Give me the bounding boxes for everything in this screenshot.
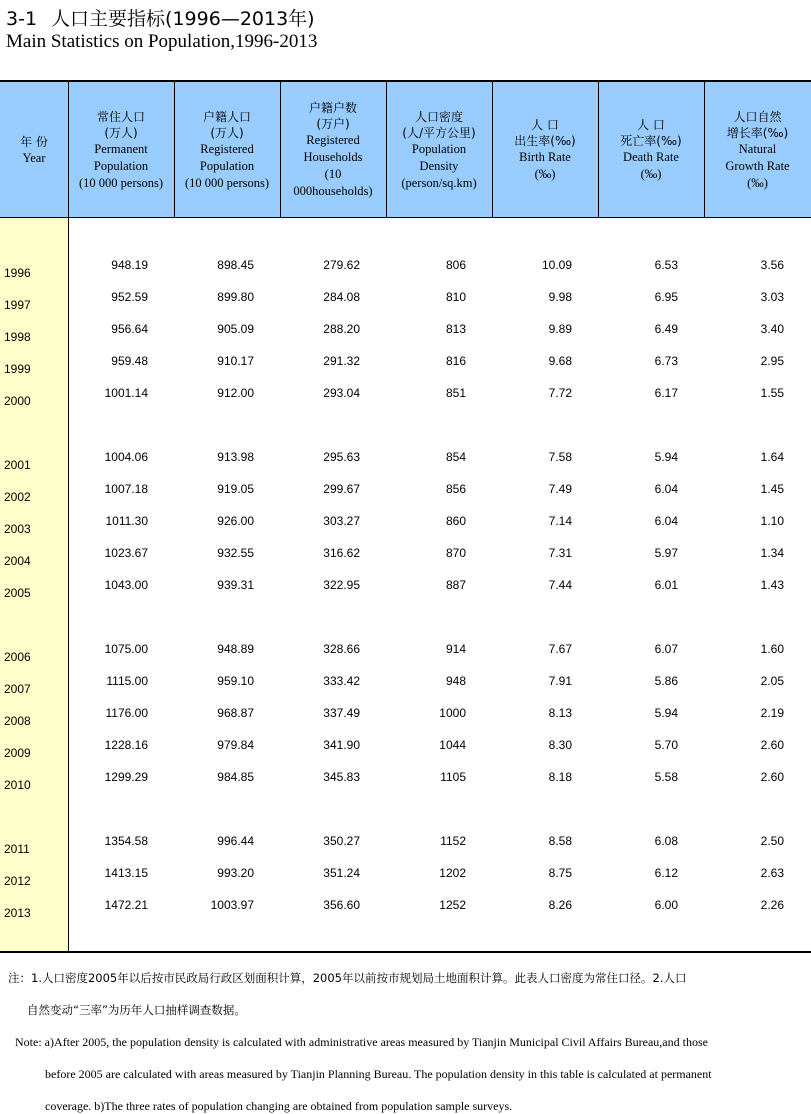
value-cell: 1011.30 xyxy=(105,514,148,528)
value-cell: 5.58 xyxy=(654,770,678,784)
value-cell: 7.91 xyxy=(548,674,572,688)
table-row xyxy=(0,290,811,310)
header-cn-text: 户籍户数 xyxy=(308,101,357,115)
year-cell: 2006 xyxy=(4,650,31,664)
header-en-text: Registered xyxy=(306,133,360,147)
value-cell: 288.20 xyxy=(323,322,360,336)
value-cell: 8.75 xyxy=(548,866,572,880)
value-cell: 7.31 xyxy=(548,546,572,560)
header-en-text: Year xyxy=(22,150,46,165)
year-cell: 2013 xyxy=(4,906,31,920)
value-cell: 7.44 xyxy=(548,578,572,592)
header-en-text: Population xyxy=(199,158,255,173)
header-cell xyxy=(68,82,174,218)
year-cell: 2011 xyxy=(4,842,30,856)
header-en-text: (10 000 persons) xyxy=(78,175,163,190)
header-cn-text: 死亡率(‰) xyxy=(620,134,682,148)
value-cell: 3.40 xyxy=(760,322,784,336)
table-number: 3-1 xyxy=(6,8,38,30)
value-cell: 6.95 xyxy=(654,290,678,304)
header-cn-text: (万人) xyxy=(210,125,244,140)
header-cn-text: 人口自然 xyxy=(733,109,782,124)
header-cell xyxy=(704,82,811,218)
value-cell: 5.97 xyxy=(654,546,678,560)
value-cell: 322.95 xyxy=(323,578,360,592)
value-cell: 1.34 xyxy=(760,546,784,560)
value-cell: 341.90 xyxy=(323,738,360,752)
value-cell: 1001.14 xyxy=(104,386,148,400)
header-cn-text: 人口密度 xyxy=(414,109,463,124)
value-cell: 279.62 xyxy=(323,258,360,272)
value-cell: 959.48 xyxy=(111,354,148,368)
header-en-text: (‰) xyxy=(640,167,662,181)
value-cell: 1202 xyxy=(439,866,466,880)
value-cell: 979.84 xyxy=(217,738,254,752)
value-cell: 5.86 xyxy=(654,674,678,688)
value-cell: 1252 xyxy=(439,898,466,912)
value-cell: 1472.21 xyxy=(104,898,148,912)
value-cell: 7.49 xyxy=(548,482,572,496)
year-cell: 2007 xyxy=(4,682,31,696)
value-cell: 284.08 xyxy=(323,290,360,304)
value-cell: 948 xyxy=(445,674,466,688)
table-row xyxy=(0,482,811,502)
table-row xyxy=(0,642,811,662)
header-en-text: (10 xyxy=(324,167,342,181)
year-cell: 2005 xyxy=(4,586,31,600)
value-cell: 1043.00 xyxy=(104,578,148,592)
value-cell: 919.05 xyxy=(217,482,254,496)
value-cell: 6.01 xyxy=(654,578,678,592)
value-cell: 926.00 xyxy=(217,514,254,528)
value-cell: 952.59 xyxy=(111,290,148,304)
year-cell: 2004 xyxy=(4,554,31,568)
value-cell: 984.85 xyxy=(217,770,254,784)
year-cell: 2002 xyxy=(4,490,31,504)
value-cell: 914 xyxy=(445,642,466,656)
value-cell: 1.55 xyxy=(760,386,784,400)
value-cell: 1.60 xyxy=(760,642,784,656)
table-row xyxy=(0,322,811,342)
value-cell: 9.98 xyxy=(548,290,572,304)
value-cell: 1.45 xyxy=(760,482,784,496)
header-en-text: Birth Rate xyxy=(519,150,571,164)
year-cell: 1999 xyxy=(4,362,31,376)
value-cell: 1413.15 xyxy=(104,866,148,880)
value-cell: 2.95 xyxy=(760,354,784,368)
table-row xyxy=(0,386,811,406)
value-cell: 968.87 xyxy=(217,706,254,720)
value-cell: 816 xyxy=(445,354,466,368)
value-cell: 5.94 xyxy=(654,450,678,464)
value-cell: 2.60 xyxy=(760,770,784,784)
value-cell: 851 xyxy=(445,386,466,400)
table-title-chinese xyxy=(6,4,315,31)
table-row xyxy=(0,706,811,726)
year-cell: 1996 xyxy=(4,266,31,280)
value-cell: 2.05 xyxy=(760,674,784,688)
header-cn-text: 出生率(‰) xyxy=(514,134,576,148)
value-cell: 1.10 xyxy=(760,514,784,528)
value-cell: 1152 xyxy=(440,834,466,848)
header-cn-text: 增长率(‰) xyxy=(726,125,789,140)
value-cell: 898.45 xyxy=(217,258,254,272)
value-cell: 996.44 xyxy=(217,834,254,848)
value-cell: 2.26 xyxy=(760,898,784,912)
header-en-text: (10 000 persons) xyxy=(184,175,269,190)
value-cell: 7.58 xyxy=(548,450,572,464)
value-cell: 810 xyxy=(445,290,466,304)
value-cell: 1003.97 xyxy=(210,898,254,912)
header-en-text: Growth Rate xyxy=(725,158,790,173)
value-cell: 1000 xyxy=(439,706,466,720)
value-cell: 295.63 xyxy=(323,450,360,464)
header-en-text: Natural xyxy=(738,141,777,156)
value-cell: 333.42 xyxy=(323,674,360,688)
value-cell: 8.30 xyxy=(548,738,572,752)
year-cell: 1997 xyxy=(4,298,31,312)
value-cell: 6.73 xyxy=(654,354,678,368)
value-cell: 1105 xyxy=(440,770,466,784)
header-cn-text: 常住人口 xyxy=(96,109,145,124)
value-cell: 932.55 xyxy=(217,546,254,560)
value-cell: 6.07 xyxy=(654,642,678,656)
year-cell: 2009 xyxy=(4,746,31,760)
table-row xyxy=(0,898,811,918)
value-cell: 1115.00 xyxy=(106,674,148,688)
value-cell: 6.49 xyxy=(654,322,678,336)
value-cell: 5.94 xyxy=(654,706,678,720)
value-cell: 1044 xyxy=(439,738,466,752)
value-cell: 2.60 xyxy=(760,738,784,752)
value-cell: 3.56 xyxy=(760,258,784,272)
header-en-text: Permanent xyxy=(94,141,148,156)
table-row xyxy=(0,514,811,534)
header-cn-text: (人/平方公里) xyxy=(402,125,476,140)
value-cell: 7.14 xyxy=(548,514,572,528)
header-cn-text: 年 份 xyxy=(20,134,48,149)
value-cell: 6.08 xyxy=(654,834,678,848)
table-row xyxy=(0,258,811,278)
value-cell: 291.32 xyxy=(323,354,360,368)
table-row xyxy=(0,866,811,886)
header-en-text: (person/sq.km) xyxy=(401,175,477,190)
table-row xyxy=(0,450,811,470)
year-cell: 1998 xyxy=(4,330,31,344)
value-cell: 1004.06 xyxy=(104,450,148,464)
value-cell: 8.26 xyxy=(548,898,572,912)
table-row xyxy=(0,834,811,854)
value-cell: 6.04 xyxy=(654,482,678,496)
table-row xyxy=(0,354,811,374)
value-cell: 345.83 xyxy=(323,770,360,784)
value-cell: 337.49 xyxy=(323,706,360,720)
year-cell: 2003 xyxy=(4,522,31,536)
note-cn-line-1: 注：1.人口密度2005年以后按市民政局行政区划面积计算，2005年以前按市规划局土地面积计算。此表人口密度为常住口径。2.人口 xyxy=(8,971,687,985)
header-cell xyxy=(0,82,68,218)
value-cell: 870 xyxy=(445,546,466,560)
year-cell: 2010 xyxy=(4,778,31,792)
year-cell: 2001 xyxy=(4,458,31,472)
value-cell: 948.19 xyxy=(111,258,148,272)
value-cell: 1354.58 xyxy=(104,834,148,848)
value-cell: 993.20 xyxy=(217,866,254,880)
table-bottom-rule xyxy=(0,951,811,953)
value-cell: 8.13 xyxy=(548,706,572,720)
value-cell: 293.04 xyxy=(323,386,360,400)
value-cell: 6.53 xyxy=(654,258,678,272)
value-cell: 1228.16 xyxy=(104,738,148,752)
value-cell: 6.17 xyxy=(654,386,678,400)
value-cell: 9.89 xyxy=(548,322,572,336)
value-cell: 5.70 xyxy=(654,738,678,752)
header-en-text: Population xyxy=(93,158,149,173)
table-row xyxy=(0,546,811,566)
value-cell: 303.27 xyxy=(323,514,360,528)
value-cell: 1075.00 xyxy=(104,642,148,656)
value-cell: 854 xyxy=(445,450,466,464)
value-cell: 8.18 xyxy=(548,770,572,784)
header-cn-text: (万户) xyxy=(316,117,350,131)
header-cell xyxy=(174,82,280,218)
table-row xyxy=(0,578,811,598)
value-cell: 316.62 xyxy=(323,546,360,560)
value-cell: 939.31 xyxy=(217,578,254,592)
value-cell: 1.64 xyxy=(760,450,784,464)
value-cell: 887 xyxy=(445,578,466,592)
year-cell: 2000 xyxy=(4,394,31,408)
value-cell: 8.58 xyxy=(548,834,572,848)
value-cell: 860 xyxy=(445,514,466,528)
value-cell: 948.89 xyxy=(217,642,254,656)
value-cell: 905.09 xyxy=(217,322,254,336)
header-cell xyxy=(386,82,492,218)
value-cell: 959.10 xyxy=(217,674,254,688)
table-title-cn-text: 人口主要指标(1996—2013年) xyxy=(51,8,315,30)
table-row xyxy=(0,770,811,790)
note-en-line-1: Note: a)After 2005, the population density is calculated with administrative areas measured by Tianjin Municipal Civil Affairs Bureau,and those xyxy=(15,1035,708,1049)
value-cell: 2.50 xyxy=(760,834,784,848)
header-cn-text: 户籍人口 xyxy=(202,109,251,124)
header-en-text: (‰) xyxy=(747,175,768,190)
header-cell xyxy=(280,82,386,218)
value-cell: 899.80 xyxy=(217,290,254,304)
value-cell: 1299.29 xyxy=(104,770,148,784)
note-en-line-2: before 2005 are calculated with areas measured by Tianjin Planning Bureau. The population density in this table is calculated at permanent xyxy=(45,1067,712,1081)
value-cell: 2.19 xyxy=(760,706,784,720)
value-cell: 351.24 xyxy=(323,866,360,880)
header-en-text: 000households) xyxy=(293,184,373,198)
value-cell: 913.98 xyxy=(217,450,254,464)
note-en-line-3: coverage. b)The three rates of population changing are obtained from population sample surveys. xyxy=(45,1099,513,1113)
value-cell: 806 xyxy=(445,258,466,272)
value-cell: 9.68 xyxy=(548,354,572,368)
header-en-text: (‰) xyxy=(534,167,556,181)
header-cn-text: 人 口 xyxy=(637,118,665,132)
header-en-text: Density xyxy=(419,158,459,173)
header-cell xyxy=(492,82,598,218)
value-cell: 1176.00 xyxy=(105,706,148,720)
value-cell: 299.67 xyxy=(323,482,360,496)
value-cell: 7.72 xyxy=(548,386,572,400)
header-cn-text: (万人) xyxy=(104,125,138,140)
header-en-text: Population xyxy=(411,141,467,156)
value-cell: 10.09 xyxy=(541,258,572,272)
year-cell: 2008 xyxy=(4,714,31,728)
table-title-english: Main Statistics on Population,1996-2013 xyxy=(6,31,318,52)
value-cell: 2.63 xyxy=(760,866,784,880)
note-cn-line-2: 自然变动“三率”为历年人口抽样调查数据。 xyxy=(27,1003,246,1017)
value-cell: 910.17 xyxy=(217,354,254,368)
value-cell: 350.27 xyxy=(323,834,360,848)
header-en-text: Households xyxy=(303,150,363,164)
table-row xyxy=(0,674,811,694)
value-cell: 6.00 xyxy=(654,898,678,912)
header-cell xyxy=(598,82,704,218)
value-cell: 956.64 xyxy=(111,322,148,336)
value-cell: 6.12 xyxy=(654,866,678,880)
value-cell: 813 xyxy=(445,322,466,336)
value-cell: 6.04 xyxy=(654,514,678,528)
value-cell: 856 xyxy=(445,482,466,496)
value-cell: 7.67 xyxy=(548,642,572,656)
year-cell: 2012 xyxy=(4,874,31,888)
value-cell: 328.66 xyxy=(323,642,360,656)
value-cell: 356.60 xyxy=(323,898,360,912)
value-cell: 912.00 xyxy=(217,386,254,400)
header-en-text: Death Rate xyxy=(623,150,679,164)
value-cell: 3.03 xyxy=(760,290,784,304)
value-cell: 1.43 xyxy=(760,578,784,592)
value-cell: 1007.18 xyxy=(104,482,148,496)
header-en-text: Registered xyxy=(200,141,254,156)
table-row xyxy=(0,738,811,758)
value-cell: 1023.67 xyxy=(104,546,148,560)
header-cn-text: 人 口 xyxy=(531,118,559,132)
